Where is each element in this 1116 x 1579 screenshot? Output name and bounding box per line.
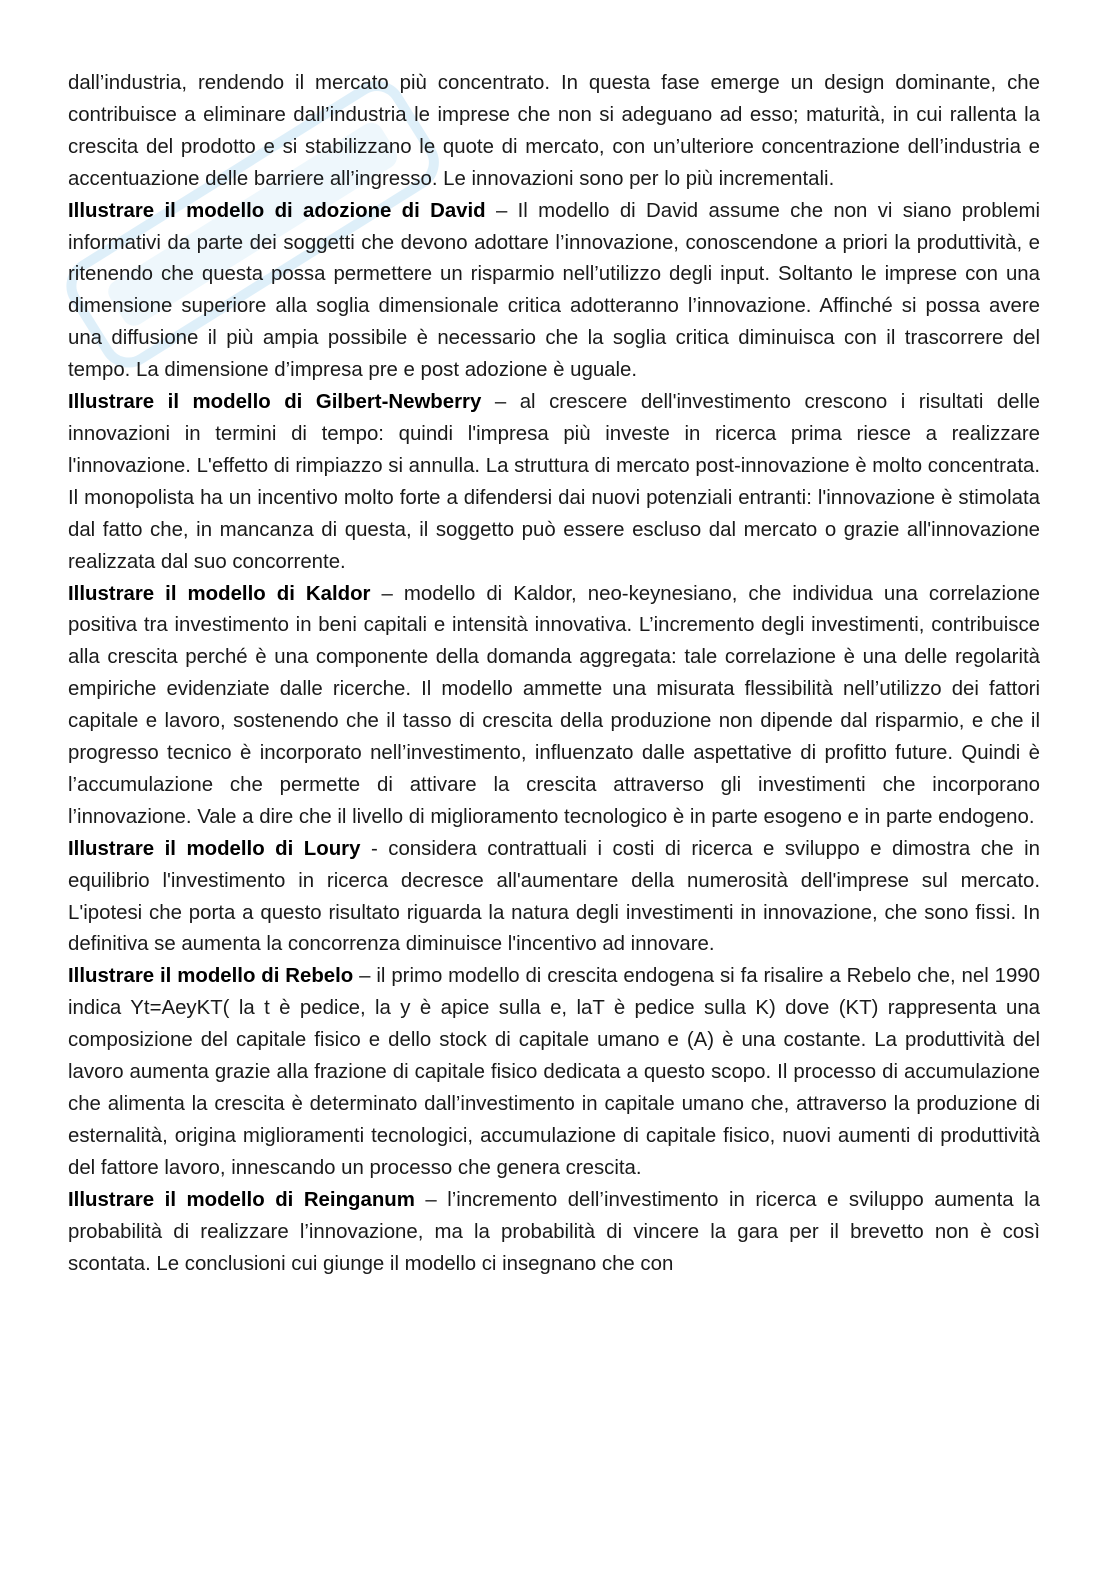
section-heading: Illustrare il modello di Gilbert-Newberry — [68, 391, 482, 414]
section-heading: Illustrare il modello di Rebelo — [68, 965, 354, 988]
section-body: – modello di Kaldor, neo-keynesiano, che individua una correlazione positiva tra investimento in beni capitali e intensità innovativa. L’incremento degli investimenti, contribuisce alla crescita perché è una componente della domanda aggregata: tale correlazione è una delle regolarità empiriche evidenziate dalle ricerche. Il modello ammette una misurata flessibilità nell’utilizzo dei fattori capitale e lavoro, sostenendo che il tasso di crescita della produzione non dipende dal risparmio, e che il progresso tecnico è incorporato nell’investimento, influenzato dalle aspettative di profitto future. Quindi è l’accumulazione che permette di attivare la crescita attraverso gli investimenti che incorporano l’innovazione. Vale a dire che il livello di miglioramento tecnologico è in parte esogeno e in parte endogeno. — [68, 582, 1040, 828]
section-heading: Illustrare il modello di Kaldor — [68, 582, 371, 605]
section-rebelo — [68, 961, 1040, 1184]
section-loury — [68, 834, 1040, 962]
section-heading: Illustrare il modello di Loury — [68, 837, 361, 860]
section-body: – al crescere dell'investimento crescono i risultati delle innovazioni in termini di tempo: quindi l'impresa più investe in ricerca prima riesce a realizzare l'innovazione. L'effetto di rimpiazzo si annulla. La struttura di mercato post-innovazione è molto concentrata. Il monopolista ha un incentivo molto forte a difendersi dai nuovi potenziali entranti: l'innovazione è stimolata dal fatto che, in mancanza di questa, il soggetto può essere escluso dal mercato o grazie all'innovazione realizzata dal suo concorrente. — [68, 391, 1040, 573]
section-david — [68, 196, 1040, 387]
section-gilbert-newberry — [68, 387, 1040, 578]
section-heading: Illustrare il modello di adozione di David — [68, 199, 486, 222]
section-reinganum — [68, 1185, 1040, 1281]
section-body: – l’incremento dell’investimento in ricerca e sviluppo aumenta la probabilità di realizzare l’innovazione, ma la probabilità di vincere la gara per il brevetto non è così scontata. Le conclusioni cui giunge il modello ci insegnano che con — [68, 1188, 1040, 1275]
section-body: – Il modello di David assume che non vi siano problemi informativi da parte dei soggetti che devono adottare l’innovazione, conoscendone a priori la produttività, e ritenendo che questa possa permettere un risparmio nell’utilizzo degli input. Soltanto le imprese con una dimensione superiore alla soglia dimensionale critica adotteranno l’innovazione. Affinché si possa avere una diffusione il più ampia possibile è necessario che la soglia critica diminuisca con il trascorrere del tempo. La dimensione d’impresa pre e post adozione è uguale. — [68, 199, 1040, 382]
section-heading: Illustrare il modello di Reinganum — [68, 1188, 415, 1211]
section-body: - considera contrattuali i costi di ricerca e sviluppo e dimostra che in equilibrio l'investimento in ricerca decresce all'aumentare della numerosità dell'imprese sul mercato. L'ipotesi che porta a questo risultato riguarda la natura degli investimenti in innovazione, che sono fissi. In definitiva se aumenta la concorrenza diminuisce l'incentivo ad innovare. — [68, 837, 1040, 956]
document-page — [68, 68, 1040, 1280]
section-body: – il primo modello di crescita endogena si fa risalire a Rebelo che, nel 1990 indica Yt=AeyKT( la t è pedice, la y è apice sulla e, laT è pedice sulla K) dove (KT) rappresenta una composizione del capitale fisico e dello stock di capitale umano e (A) è una costante. La produttività del lavoro aumenta grazie alla frazione di capitale fisico dedicata a questo scopo. Il processo di accumulazione che alimenta la crescita è determinato dall’investimento in capitale umano che, attraverso la produzione di esternalità, origina miglioramenti tecnologici, accumulazione di capitale fisico, nuovi aumenti di produttività del fattore lavoro, innescando un processo che genera crescita. — [68, 965, 1040, 1179]
intro-paragraph: dall’industria, rendendo il mercato più concentrato. In questa fase emerge un design dominante, che contribuisce a eliminare dall’industria le imprese che non si adeguano ad esso; maturità, in cui rallenta la crescita del prodotto e si stabilizzano le quote di mercato, con un’ulteriore concentrazione dell’industria e accentuazione delle barriere all’ingresso. Le innovazioni sono per lo più incrementali. — [68, 72, 1040, 190]
section-kaldor — [68, 579, 1040, 834]
